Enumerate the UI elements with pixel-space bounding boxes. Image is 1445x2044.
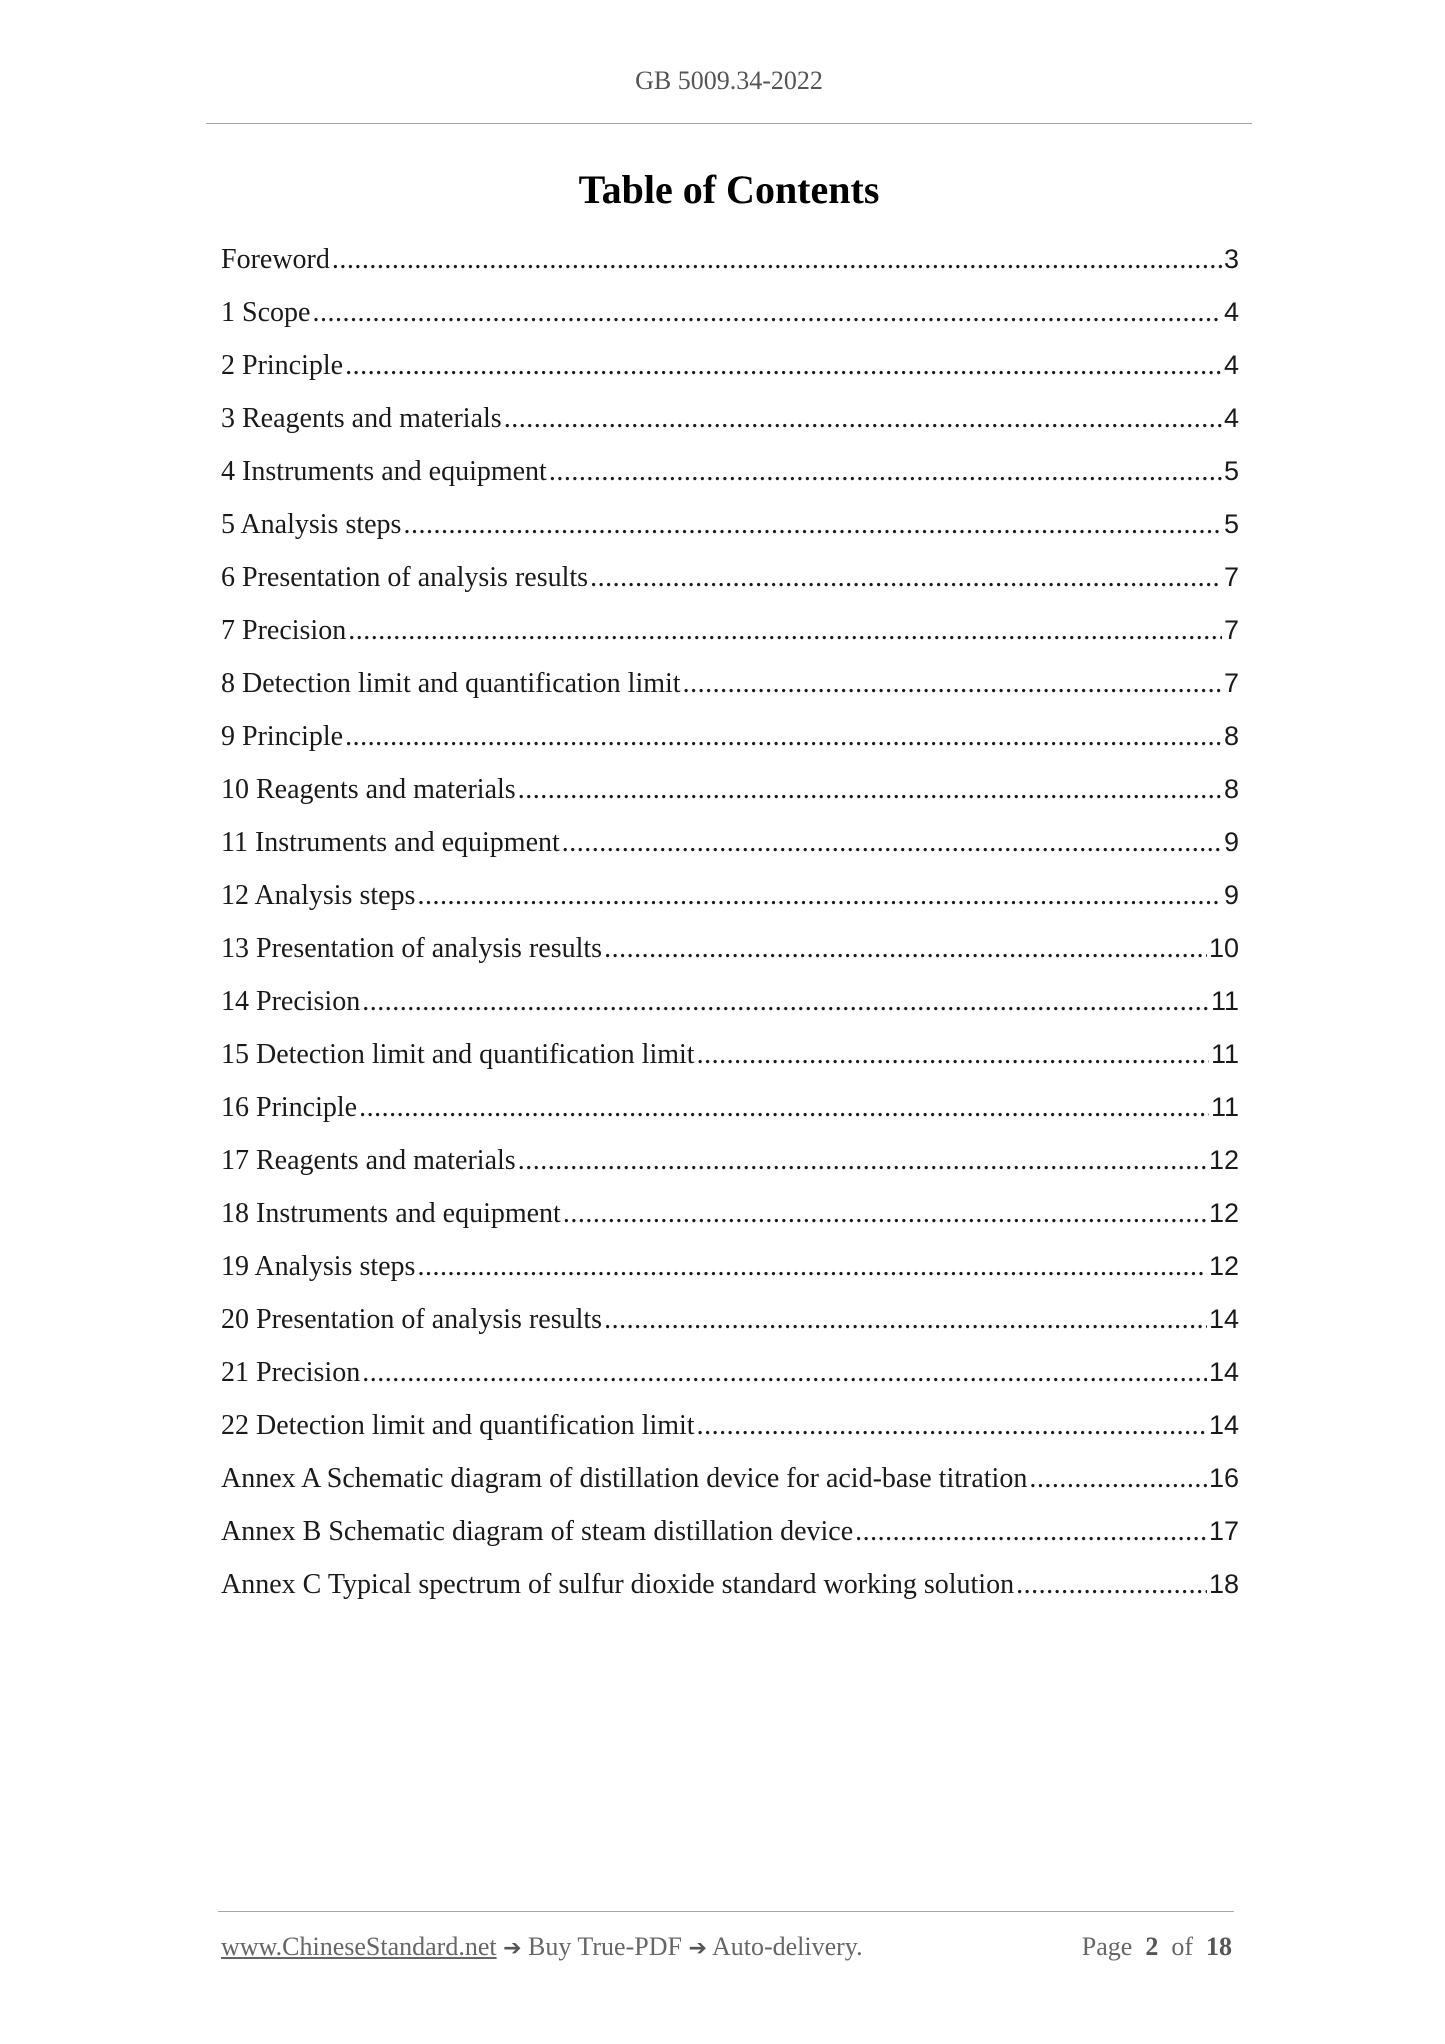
toc-entry-page: 8 [1223,721,1239,751]
toc-entry[interactable] [221,1251,1239,1304]
toc-entry-label: 4 Instruments and equipment [221,456,547,487]
toc-entry-label: 12 Analysis steps [221,880,416,911]
toc-dot-leader [332,244,1222,276]
toc-dot-leader [1029,1463,1207,1495]
toc-entry[interactable] [221,509,1239,562]
toc-entry-label: 16 Principle [221,1092,358,1123]
toc-entry-page: 14 [1208,1304,1239,1334]
toc-dot-leader [683,668,1222,700]
toc-entry[interactable] [221,933,1239,986]
toc-entry-page: 9 [1223,880,1239,910]
toc-entry-label: 18 Instruments and equipment [221,1198,561,1229]
toc-dot-leader [345,721,1222,753]
toc-entry[interactable] [221,986,1239,1039]
toc-entry-page: 4 [1223,350,1239,380]
toc-dot-leader [697,1039,1209,1071]
toc-dot-leader [855,1516,1207,1548]
toc-entry-page: 5 [1223,456,1239,486]
toc-entry-label: 14 Precision [221,986,361,1017]
toc-dot-leader [362,1357,1207,1389]
toc-dot-leader [362,986,1209,1018]
toc-dot-leader [348,615,1222,647]
toc-entry-page: 7 [1223,562,1239,592]
toc-dot-leader [563,1198,1207,1230]
toc-entry-page: 3 [1223,244,1239,274]
toc-entry-label: 20 Presentation of analysis results [221,1304,603,1335]
toc-entry[interactable] [221,1357,1239,1410]
toc-entry[interactable] [221,774,1239,827]
toc-dot-leader [562,827,1222,859]
toc-entry-page: 12 [1208,1251,1239,1281]
toc-entry-page: 4 [1223,297,1239,327]
auto-delivery-text: Auto-delivery. [711,1932,863,1961]
of-word: of [1171,1932,1193,1961]
toc-dot-leader [1016,1569,1207,1601]
toc-dot-leader [590,562,1222,594]
website-link[interactable]: www.ChineseStandard.net [221,1932,497,1961]
total-pages-number: 18 [1206,1932,1232,1961]
toc-dot-leader [403,509,1222,541]
toc-entry[interactable] [221,615,1239,668]
toc-entry-label: Annex A Schematic diagram of distillation device for acid-base titration [221,1463,1028,1494]
toc-dot-leader [312,297,1222,329]
toc-entry-label: 2 Principle [221,350,344,381]
toc-entry-label: 5 Analysis steps [221,509,402,540]
running-header: GB 5009.34-2022 [635,66,823,95]
toc-entry[interactable] [221,1569,1239,1622]
toc-entry-label: Foreword [221,244,330,275]
toc-entry-label: Annex C Typical spectrum of sulfur dioxide standard working solution [221,1569,1015,1600]
toc-entry-page: 8 [1223,774,1239,804]
toc-entry-page: 12 [1208,1145,1239,1175]
toc-entry-page: 12 [1208,1198,1239,1228]
footer-divider [218,1911,1234,1912]
toc-entry-label: 13 Presentation of analysis results [221,933,603,964]
toc-entry-label: 22 Detection limit and quantification limit [221,1410,695,1441]
toc-entry-page: 7 [1223,668,1239,698]
toc-entry-page: 5 [1223,509,1239,539]
arrow-right-icon: ➔ [688,1936,707,1961]
toc-entry-label: Annex B Schematic diagram of steam distillation device [221,1516,854,1547]
toc-entry-label: 8 Detection limit and quantification limit [221,668,681,699]
toc-entry[interactable] [221,1198,1239,1251]
toc-entry[interactable] [221,1410,1239,1463]
toc-entry[interactable] [221,1463,1239,1516]
toc-entry[interactable] [221,1092,1239,1145]
toc-entry[interactable] [221,1145,1239,1198]
toc-entry-page: 11 [1210,1039,1239,1069]
table-of-contents [221,244,1239,1622]
toc-entry[interactable] [221,668,1239,721]
toc-entry[interactable] [221,562,1239,615]
toc-entry-label: 9 Principle [221,721,344,752]
toc-entry-page: 11 [1210,986,1239,1016]
toc-entry-label: 17 Reagents and materials [221,1145,516,1176]
toc-entry-page: 16 [1208,1463,1239,1493]
toc-entry[interactable] [221,297,1239,350]
toc-entry[interactable] [221,456,1239,509]
toc-dot-leader [604,1304,1207,1336]
page-title: Table of Contents [578,167,880,212]
toc-dot-leader [504,403,1222,435]
toc-entry-page: 18 [1208,1569,1239,1599]
toc-entry-label: 19 Analysis steps [221,1251,416,1282]
arrow-right-icon: ➔ [503,1936,522,1961]
toc-entry-label: 3 Reagents and materials [221,403,502,434]
toc-entry-page: 7 [1223,615,1239,645]
toc-dot-leader [518,774,1222,806]
toc-dot-leader [549,456,1222,488]
toc-entry[interactable] [221,1304,1239,1357]
toc-dot-leader [417,880,1222,912]
header-divider [206,123,1252,124]
toc-entry-label: 15 Detection limit and quantification limit [221,1039,695,1070]
toc-entry-page: 17 [1208,1516,1239,1546]
page-word: Page [1081,1932,1133,1961]
toc-dot-leader [359,1092,1209,1124]
toc-entry[interactable] [221,350,1239,403]
toc-entry-page: 11 [1210,1092,1239,1122]
toc-dot-leader [604,933,1207,965]
buy-pdf-text: Buy True-PDF [528,1932,682,1961]
toc-entry[interactable] [221,1516,1239,1569]
toc-dot-leader [417,1251,1206,1283]
toc-entry-label: 21 Precision [221,1357,361,1388]
toc-entry-label: 10 Reagents and materials [221,774,516,805]
toc-entry[interactable] [221,1039,1239,1092]
toc-entry[interactable] [221,880,1239,933]
toc-entry-label: 1 Scope [221,297,311,328]
toc-entry-label: 7 Precision [221,615,347,646]
toc-entry-page: 14 [1208,1410,1239,1440]
toc-entry-page: 10 [1208,933,1239,963]
toc-entry[interactable] [221,403,1239,456]
current-page-number: 2 [1145,1932,1159,1961]
toc-entry-label: 6 Presentation of analysis results [221,562,589,593]
toc-entry[interactable] [221,244,1239,297]
toc-dot-leader [345,350,1222,382]
toc-entry-label: 11 Instruments and equipment [221,827,560,858]
toc-entry[interactable] [221,827,1239,880]
toc-entry-page: 4 [1223,403,1239,433]
footer-promo [221,1932,863,1962]
toc-entry-page: 9 [1223,827,1239,857]
toc-entry-page: 14 [1208,1357,1239,1387]
page-footer [221,1932,1232,1968]
toc-dot-leader [518,1145,1207,1177]
toc-dot-leader [697,1410,1207,1442]
page-number [1082,1932,1232,1962]
toc-entry[interactable] [221,721,1239,774]
